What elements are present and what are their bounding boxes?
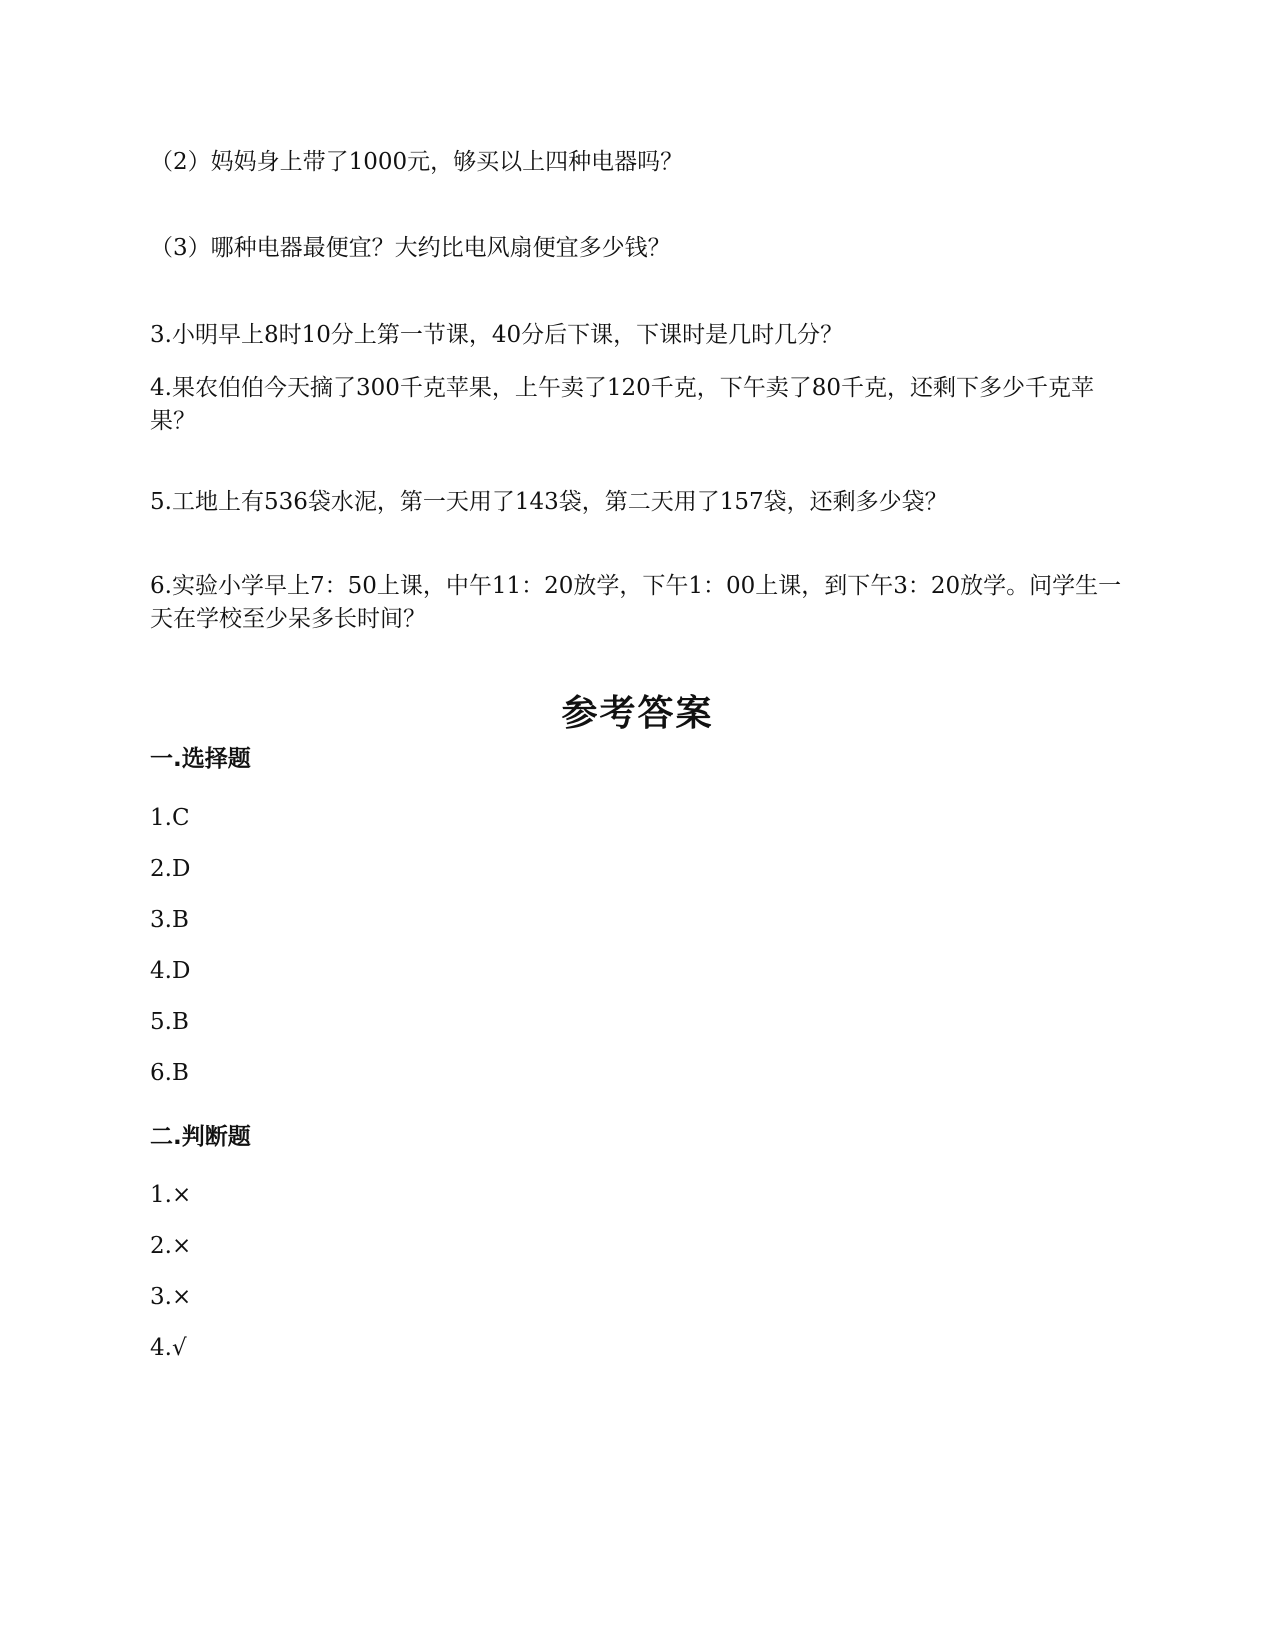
question-3: 3.小明早上8时10分上第一节课，40分后下课，下课时是几时几分？ xyxy=(150,322,844,348)
question-5: 5.工地上有536袋水泥，第一天用了143袋，第二天用了157袋，还剩多少袋？ xyxy=(150,489,948,515)
true-false-answer-3: 3.× xyxy=(150,1284,192,1310)
true-false-answer-2: 2.× xyxy=(150,1233,192,1259)
choice-answer-2: 2.D xyxy=(150,856,191,882)
section-heading-true-false: 二.判断题 xyxy=(150,1124,251,1150)
choice-answer-4: 4.D xyxy=(150,958,191,984)
choice-answer-6: 6.B xyxy=(150,1060,189,1086)
true-false-answer-1: 1.× xyxy=(150,1182,192,1208)
question-2-part-3: （3）哪种电器最便宜？大约比电风扇便宜多少钱？ xyxy=(150,235,671,261)
choice-answer-1: 1.C xyxy=(150,805,190,831)
question-6: 6.实验小学早上7：50上课，中午11：20放学，下午1：00上课，到下午3：20放学。问学生一天在学校至少呆多长时间？ xyxy=(150,573,1122,632)
true-false-answer-4: 4.√ xyxy=(150,1335,187,1361)
question-4: 4.果农伯伯今天摘了300千克苹果，上午卖了120千克，下午卖了80千克，还剩下多少千克苹果？ xyxy=(150,375,1095,434)
question-2-part-2: （2）妈妈身上带了1000元，够买以上四种电器吗？ xyxy=(150,149,684,175)
section-heading-choice: 一.选择题 xyxy=(150,746,251,772)
choice-answer-3: 3.B xyxy=(150,907,189,933)
answer-key-title: 参考答案 xyxy=(561,693,714,734)
choice-answer-5: 5.B xyxy=(150,1009,189,1035)
